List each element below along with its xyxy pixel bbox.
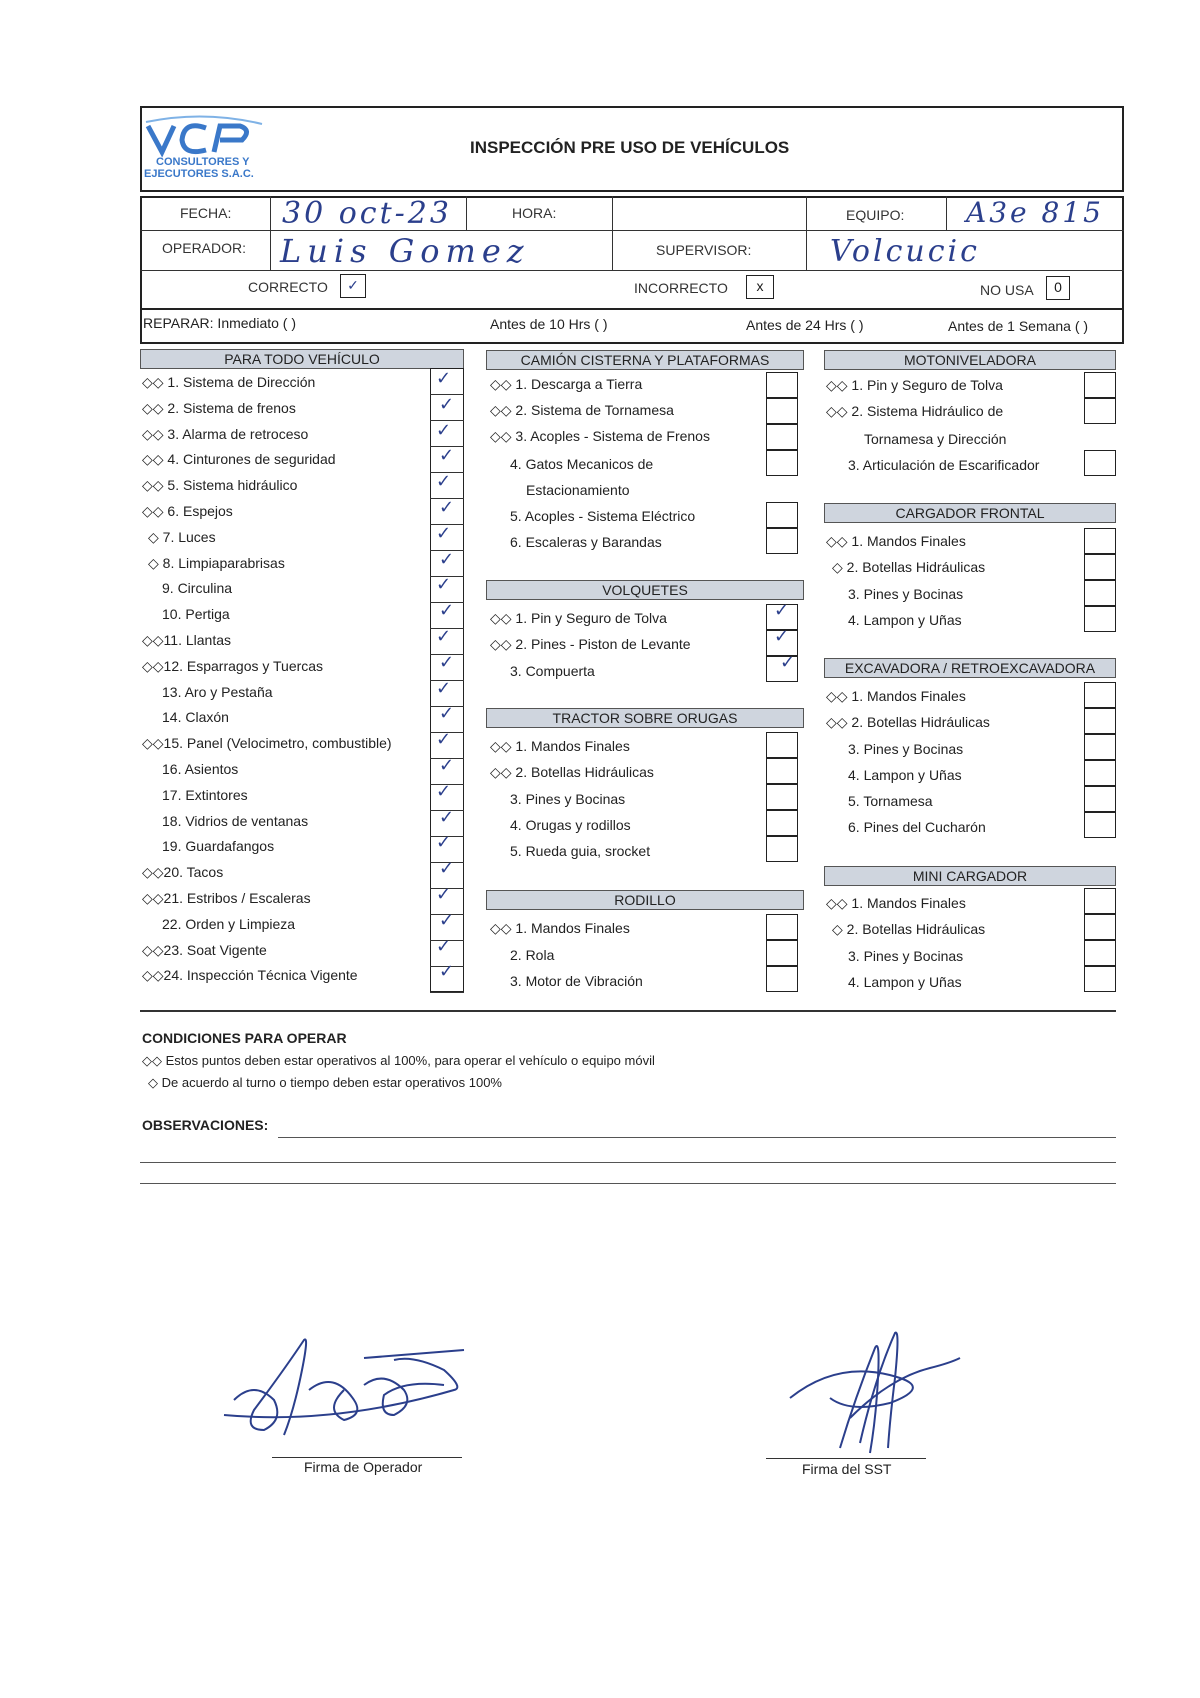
- tractor-box-4[interactable]: [766, 810, 798, 836]
- col1-check-mark[interactable]: ✓: [439, 909, 455, 931]
- logo-company-line2: EJECUTORES S.A.C.: [144, 168, 254, 180]
- col1-item: ◇ 7. Luces: [148, 528, 216, 545]
- col1-item: ◇◇ 4. Cinturones de seguridad: [142, 451, 336, 468]
- cisterna-item: 5. Acoples - Sistema Eléctrico: [510, 508, 696, 524]
- col1-item: 14. Claxón: [162, 709, 229, 726]
- equipo-value[interactable]: A3e 815: [966, 196, 1104, 229]
- volquetes-item: ◇◇ 2. Pines - Piston de Levante: [490, 636, 691, 652]
- incorrecto-label: INCORRECTO: [634, 280, 728, 296]
- cargador-box-2[interactable]: [1084, 554, 1116, 580]
- excavadora-item: 6. Pines del Cucharón: [848, 819, 986, 835]
- cisterna-box-3[interactable]: [766, 424, 798, 450]
- observaciones-label: OBSERVACIONES:: [142, 1117, 269, 1133]
- cargador-item: 3. Pines y Bocinas: [848, 586, 964, 602]
- moto-item: ◇◇ 2. Sistema Hidráulico de: [826, 403, 1004, 419]
- col1-item: ◇◇11. Llantas: [142, 632, 231, 648]
- moto-item: ◇◇ 1. Pin y Seguro de Tolva: [826, 377, 1003, 393]
- col1-item: 22. Orden y Limpieza: [162, 915, 296, 932]
- col1-check-mark[interactable]: ✓: [439, 755, 455, 776]
- col1-check-mark[interactable]: ✓: [436, 368, 452, 389]
- sst-signature-label: Firma del SST: [802, 1461, 892, 1477]
- mini-item: 4. Lampon y Uñas: [848, 974, 962, 990]
- col1-item: ◇◇12. Esparragos y Tuercas: [142, 657, 324, 674]
- operador-signature-line: [272, 1457, 462, 1458]
- col1-item: ◇◇ 1. Sistema de Dirección: [142, 374, 316, 390]
- company-logo: [144, 112, 264, 184]
- col1-item: ◇◇ 6. Espejos: [142, 503, 233, 519]
- col1-check-mark[interactable]: ✓: [439, 703, 455, 725]
- moto-box-3[interactable]: [1084, 450, 1116, 476]
- mini-item: 3. Pines y Bocinas: [848, 948, 964, 964]
- col1-check-mark[interactable]: ✓: [436, 522, 452, 544]
- cisterna-item: ◇◇ 1. Descarga a Tierra: [490, 376, 643, 392]
- conditions-title: CONDICIONES PARA OPERAR: [142, 1030, 347, 1046]
- col1-item: 16. Asientos: [162, 761, 239, 777]
- col1-check-mark[interactable]: ✓: [439, 806, 455, 828]
- equipo-label: EQUIPO:: [846, 207, 905, 223]
- col1-check-mark[interactable]: ✓: [436, 729, 452, 751]
- section-volquetes: VOLQUETES: [486, 580, 804, 600]
- col1-item: ◇◇24. Inspección Técnica Vigente: [142, 967, 358, 984]
- col1-item: ◇◇15. Panel (Velocimetro, combustible): [142, 735, 392, 752]
- rodillo-item: 2. Rola: [510, 947, 555, 963]
- moto-box-2[interactable]: [1084, 398, 1116, 424]
- tractor-box-5[interactable]: [766, 836, 798, 862]
- volquetes-check-1: ✓: [774, 600, 790, 621]
- cargador-box-1[interactable]: [1084, 528, 1116, 554]
- excavadora-item: 5. Tornamesa: [848, 793, 933, 809]
- moto-box-1[interactable]: [1084, 372, 1116, 398]
- volquetes-check-3: ✓: [780, 652, 796, 673]
- excavadora-box-5[interactable]: [1084, 786, 1116, 812]
- col1-item: 18. Vidrios de ventanas: [162, 812, 309, 829]
- tractor-box-2[interactable]: [766, 758, 798, 784]
- reparar-1semana: Antes de 1 Semana ( ): [948, 318, 1089, 334]
- excavadora-item: 3. Pines y Bocinas: [848, 741, 964, 757]
- col1-item: 17. Extintores: [162, 786, 248, 803]
- nousa-label: NO USA: [980, 282, 1034, 298]
- section-para-todo-vehiculo: PARA TODO VEHÍCULO: [140, 349, 464, 369]
- excavadora-item: ◇◇ 1. Mandos Finales: [826, 688, 966, 704]
- nousa-box[interactable]: 0: [1046, 276, 1070, 300]
- col1-check-mark[interactable]: ✓: [439, 548, 455, 570]
- col1-check-mark[interactable]: ✓: [436, 626, 452, 647]
- section-tractor-orugas: TRACTOR SOBRE ORUGAS: [486, 708, 804, 728]
- col1-check-mark[interactable]: ✓: [439, 600, 455, 622]
- cisterna-box-4[interactable]: [766, 450, 798, 476]
- excavadora-box-3[interactable]: [1084, 734, 1116, 760]
- col1-check-mark[interactable]: ✓: [436, 832, 452, 854]
- tractor-item: ◇◇ 2. Botellas Hidráulicas: [490, 764, 654, 780]
- mini-box-2[interactable]: [1084, 914, 1116, 940]
- tractor-box-1[interactable]: [766, 732, 798, 758]
- volquetes-item: 3. Compuerta: [510, 663, 595, 679]
- rodillo-box-3[interactable]: [766, 966, 798, 992]
- excavadora-item: ◇◇ 2. Botellas Hidráulicas: [826, 714, 990, 730]
- observaciones-line[interactable]: [140, 1183, 1116, 1184]
- col1-check-mark[interactable]: ✓: [436, 471, 452, 493]
- mini-box-4[interactable]: [1084, 966, 1116, 992]
- col1-check-mark[interactable]: ✓: [436, 677, 452, 699]
- col1-check-mark[interactable]: ✓: [439, 445, 455, 467]
- rodillo-box-2[interactable]: [766, 940, 798, 966]
- section-motoniveladora: MOTONIVELADORA: [824, 350, 1116, 370]
- logo-company-line1: CONSULTORES Y: [156, 156, 250, 168]
- col1-check-mark[interactable]: ✓: [439, 961, 455, 983]
- section-rodillo: RODILLO: [486, 890, 804, 910]
- operador-signature: [214, 1330, 474, 1460]
- section-divider: [140, 1010, 1116, 1012]
- tractor-box-3[interactable]: [766, 784, 798, 810]
- cargador-item: ◇ 2. Botellas Hidráulicas: [832, 559, 986, 575]
- fecha-label: FECHA:: [180, 205, 232, 221]
- correcto-label: CORRECTO: [248, 279, 328, 295]
- form-title: INSPECCIÓN PRE USO DE VEHÍCULOS: [470, 138, 790, 157]
- tractor-item: ◇◇ 1. Mandos Finales: [490, 738, 630, 754]
- cisterna-box-6[interactable]: [766, 528, 798, 554]
- reparar-inmediato: REPARAR: Inmediato ( ): [143, 315, 297, 331]
- fecha-value[interactable]: 30 oct-23: [282, 196, 452, 231]
- volquetes-check-2: ✓: [774, 626, 790, 647]
- excavadora-box-2[interactable]: [1084, 708, 1116, 734]
- volquetes-item: ◇◇ 1. Pin y Seguro de Tolva: [490, 610, 667, 626]
- cisterna-item: Estacionamiento: [526, 482, 630, 498]
- observaciones-line[interactable]: [278, 1137, 1116, 1138]
- observaciones-line[interactable]: [140, 1162, 1116, 1163]
- col1-item: ◇ 8. Limpiaparabrisas: [148, 554, 285, 571]
- col1-item: 13. Aro y Pestaña: [162, 683, 273, 700]
- excavadora-box-4[interactable]: [1084, 760, 1116, 786]
- section-cargador-frontal: CARGADOR FRONTAL: [824, 503, 1116, 523]
- col1-item: 9. Circulina: [162, 580, 233, 597]
- cisterna-item: ◇◇ 2. Sistema de Tornamesa: [490, 402, 674, 418]
- excavadora-box-1[interactable]: [1084, 682, 1116, 708]
- col1-item: ◇◇ 2. Sistema de frenos: [142, 399, 296, 416]
- cargador-item: 4. Lampon y Uñas: [848, 612, 962, 628]
- cisterna-box-1[interactable]: [766, 372, 798, 398]
- conditions-line1: ◇◇ Estos puntos deben estar operativos al 100%, para operar el vehículo o equipo móvil: [142, 1053, 655, 1068]
- hora-label: HORA:: [512, 205, 557, 221]
- rodillo-item: 3. Motor de Vibración: [510, 973, 643, 989]
- cisterna-item: ◇◇ 3. Acoples - Sistema de Frenos: [490, 428, 710, 444]
- mini-box-3[interactable]: [1084, 940, 1116, 966]
- excavadora-box-6[interactable]: [1084, 812, 1116, 838]
- cargador-item: ◇◇ 1. Mandos Finales: [826, 533, 966, 549]
- col1-item: ◇◇20. Tacos: [142, 864, 224, 881]
- mini-box-1[interactable]: [1084, 888, 1116, 914]
- incorrecto-box[interactable]: x: [746, 275, 774, 299]
- col1-check-mark[interactable]: ✓: [436, 574, 452, 596]
- moto-item: 3. Articulación de Escarificador: [848, 457, 1040, 473]
- col1-item: ◇◇ 3. Alarma de retroceso: [142, 425, 309, 442]
- col1-check-mark[interactable]: ✓: [436, 884, 452, 905]
- section-excavadora: EXCAVADORA / RETROEXCAVADORA: [824, 658, 1116, 678]
- section-mini-cargador: MINI CARGADOR: [824, 866, 1116, 886]
- mini-item: ◇◇ 1. Mandos Finales: [826, 895, 966, 911]
- supervisor-value[interactable]: Volcucic: [830, 234, 980, 269]
- col1-item: ◇◇23. Soat Vigente: [142, 941, 267, 958]
- correcto-box[interactable]: ✓: [340, 274, 366, 298]
- cargador-box-3[interactable]: [1084, 580, 1116, 606]
- excavadora-item: 4. Lampon y Uñas: [848, 767, 962, 783]
- col1-check-mark[interactable]: ✓: [439, 393, 455, 415]
- cisterna-item: 4. Gatos Mecanicos de: [510, 456, 654, 472]
- col1-item: 19. Guardafangos: [162, 838, 275, 855]
- rodillo-item: ◇◇ 1. Mandos Finales: [490, 920, 630, 936]
- col1-check-mark[interactable]: ✓: [436, 780, 452, 802]
- col1-check-mark[interactable]: ✓: [439, 497, 455, 518]
- section-camion-cisterna: CAMIÓN CISTERNA Y PLATAFORMAS: [486, 350, 804, 370]
- cisterna-box-2[interactable]: [766, 398, 798, 424]
- col1-check-mark[interactable]: ✓: [439, 858, 455, 880]
- cargador-box-4[interactable]: [1084, 606, 1116, 632]
- tractor-item: 3. Pines y Bocinas: [510, 791, 626, 807]
- cisterna-item: 6. Escaleras y Barandas: [510, 534, 662, 550]
- col1-check-mark[interactable]: ✓: [439, 651, 455, 673]
- reparar-24hrs: Antes de 24 Hrs ( ): [746, 317, 864, 333]
- tractor-item: 5. Rueda guia, srocket: [510, 843, 651, 859]
- sst-signature-line: [766, 1458, 926, 1459]
- mini-item: ◇ 2. Botellas Hidráulicas: [832, 921, 986, 937]
- operador-signature-label: Firma de Operador: [304, 1459, 423, 1475]
- operador-value[interactable]: Luis Gomez: [280, 232, 530, 270]
- col1-item: ◇◇21. Estribos / Escaleras: [142, 890, 311, 906]
- operador-label: OPERADOR:: [162, 240, 247, 256]
- col1-check-mark[interactable]: ✓: [436, 935, 452, 957]
- reparar-10hrs: Antes de 10 Hrs ( ): [490, 316, 608, 332]
- conditions-line2: ◇ De acuerdo al turno o tiempo deben estar operativos 100%: [148, 1075, 502, 1090]
- rodillo-box-1[interactable]: [766, 914, 798, 940]
- moto-item: Tornamesa y Dirección: [864, 431, 1007, 447]
- col1-check-mark[interactable]: ✓: [436, 419, 452, 441]
- col1-item: ◇◇ 5. Sistema hidráulico: [142, 477, 298, 494]
- cisterna-box-5[interactable]: [766, 502, 798, 528]
- col1-item: 10. Pertiga: [162, 606, 230, 623]
- tractor-item: 4. Orugas y rodillos: [510, 817, 631, 833]
- col1-check-divider: [430, 992, 464, 993]
- sst-signature: [780, 1318, 980, 1468]
- supervisor-label: SUPERVISOR:: [656, 242, 752, 258]
